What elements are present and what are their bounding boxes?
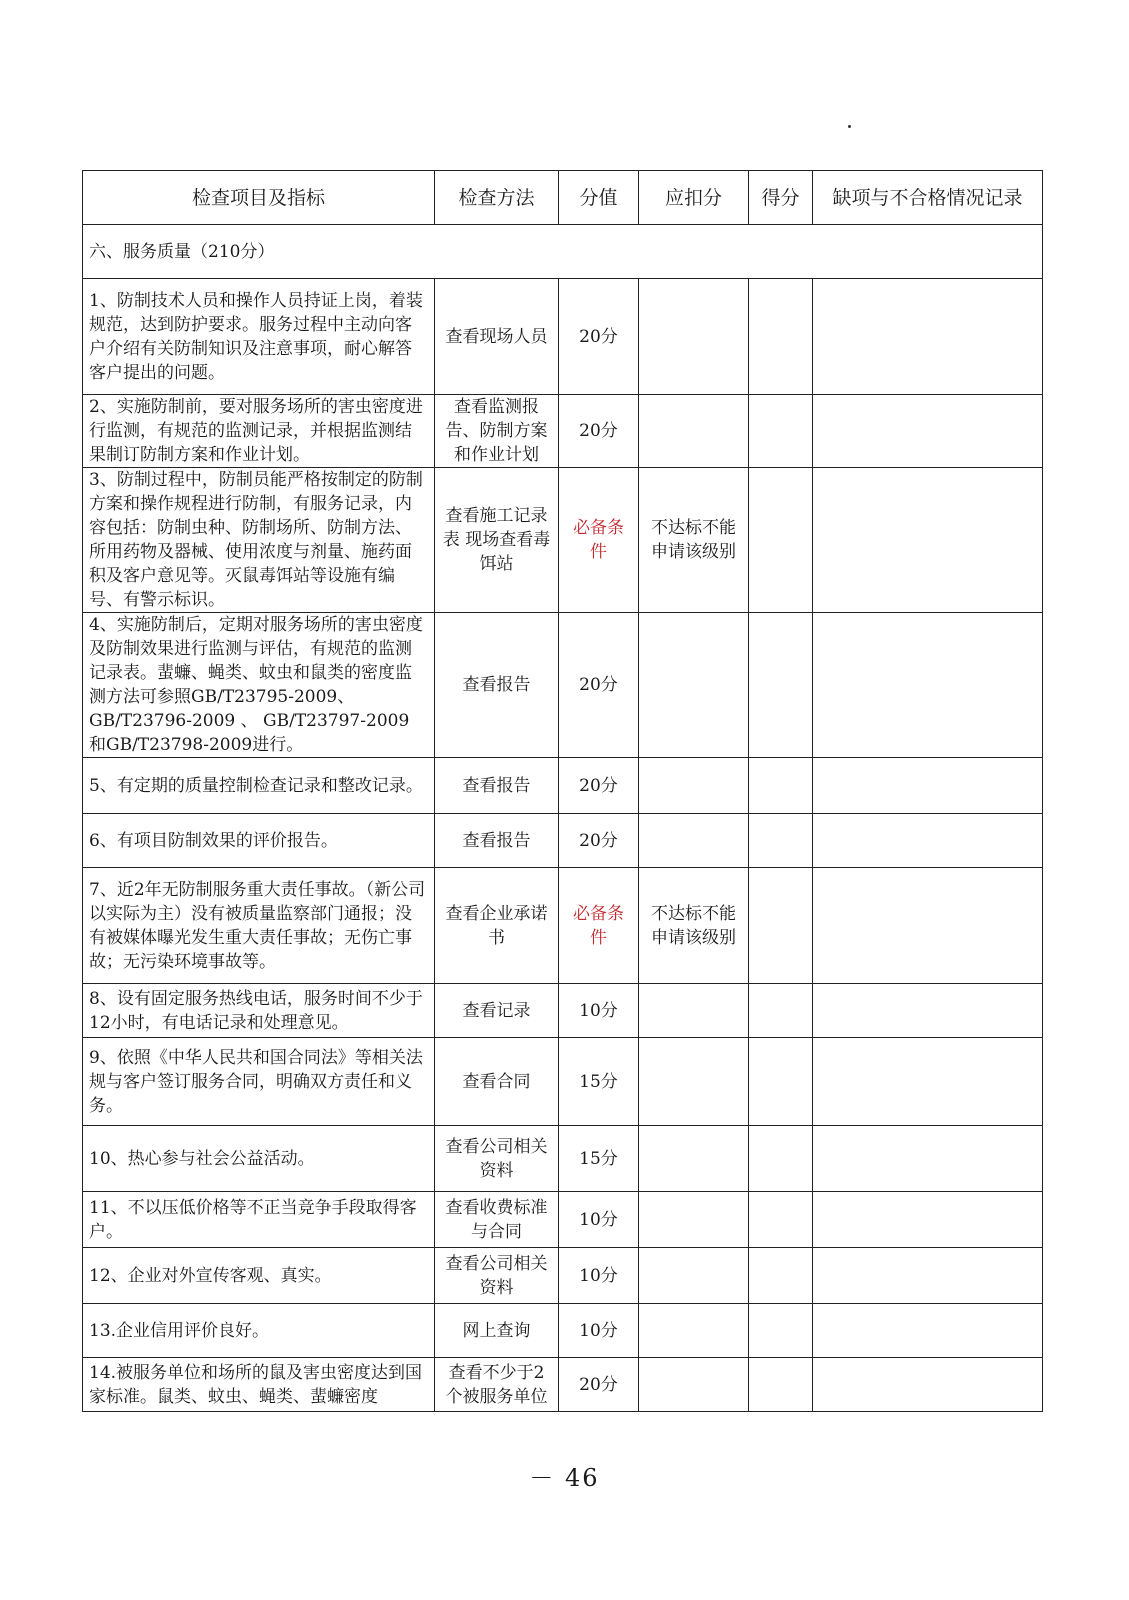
row-method: 查看不少于2个被服务单位 — [435, 1358, 559, 1412]
row-item: 8、设有固定服务热线电话，服务时间不少于12小时，有电话记录和处理意见。 — [83, 984, 435, 1038]
row-method: 查看施工记录表 现场查看毒饵站 — [435, 468, 559, 613]
row-remark — [813, 758, 1043, 814]
header-item: 检查项目及指标 — [83, 171, 435, 225]
section-row — [83, 225, 1043, 279]
header-get: 得分 — [749, 171, 813, 225]
row-score: 10分 — [559, 1192, 639, 1248]
row-method: 查看报告 — [435, 758, 559, 814]
table-row — [83, 613, 1043, 758]
row-item: 2、实施防制前，要对服务场所的害虫密度进行监测，有规范的监测记录，并根据监测结果制订防制方案和作业计划。 — [83, 395, 435, 468]
row-remark — [813, 613, 1043, 758]
table-row — [83, 814, 1043, 868]
row-deduct — [639, 1038, 749, 1126]
row-remark — [813, 1358, 1043, 1412]
row-item: 12、企业对外宣传客观、真实。 — [83, 1248, 435, 1304]
row-score: 10分 — [559, 1304, 639, 1358]
row-item: 9、依照《中华人民共和国合同法》等相关法规与客户签订服务合同，明确双方责任和义务。 — [83, 1038, 435, 1126]
row-score: 必备条件 — [559, 468, 639, 613]
row-deduct — [639, 1126, 749, 1192]
row-method: 查看公司相关资料 — [435, 1248, 559, 1304]
table-row — [83, 1248, 1043, 1304]
row-get — [749, 868, 813, 984]
row-deduct — [639, 1248, 749, 1304]
row-method: 查看报告 — [435, 814, 559, 868]
row-method: 查看公司相关资料 — [435, 1126, 559, 1192]
row-deduct — [639, 758, 749, 814]
header-method: 检查方法 — [435, 171, 559, 225]
row-get — [749, 1358, 813, 1412]
row-score: 15分 — [559, 1126, 639, 1192]
row-remark — [813, 1192, 1043, 1248]
row-method: 查看合同 — [435, 1038, 559, 1126]
row-remark — [813, 1126, 1043, 1192]
header-score: 分值 — [559, 171, 639, 225]
row-get — [749, 1248, 813, 1304]
row-get — [749, 758, 813, 814]
row-remark — [813, 814, 1043, 868]
row-item: 7、近2年无防制服务重大责任事故。（新公司以实际为主）没有被质量监察部门通报；没有被媒体曝光发生重大责任事故；无伤亡事故；无污染环境事故等。 — [83, 868, 435, 984]
row-method: 网上查询 — [435, 1304, 559, 1358]
table-row — [83, 868, 1043, 984]
row-item: 4、实施防制后，定期对服务场所的害虫密度及防制效果进行监测与评估，有规范的监测记录表。蜚蠊、蝇类、蚊虫和鼠类的密度监测方法可参照GB/T23795-2009、GB/T23796-2009 、 GB/T23797-2009 和GB/T23798-2009进行。 — [83, 613, 435, 758]
row-get — [749, 984, 813, 1038]
row-item: 3、防制过程中，防制员能严格按制定的防制方案和操作规程进行防制，有服务记录，内容包括：防制虫种、防制场所、防制方法、所用药物及器械、使用浓度与剂量、施药面积及客户意见等。灭鼠毒饵站等设施有编号、有警示标识。 — [83, 468, 435, 613]
row-deduct — [639, 395, 749, 468]
row-get — [749, 468, 813, 613]
row-get — [749, 1304, 813, 1358]
row-score: 必备条件 — [559, 868, 639, 984]
row-get — [749, 1126, 813, 1192]
row-item: 6、有项目防制效果的评价报告。 — [83, 814, 435, 868]
table-row — [83, 1192, 1043, 1248]
row-score: 15分 — [559, 1038, 639, 1126]
row-deduct — [639, 814, 749, 868]
table-row — [83, 1038, 1043, 1126]
row-get — [749, 613, 813, 758]
table-row — [83, 279, 1043, 395]
section-title: 六、服务质量（210分） — [83, 225, 1043, 279]
row-method: 查看企业承诺书 — [435, 868, 559, 984]
row-method: 查看监测报告、防制方案和作业计划 — [435, 395, 559, 468]
row-deduct — [639, 613, 749, 758]
row-item: 10、热心参与社会公益活动。 — [83, 1126, 435, 1192]
page-number: － 46 — [529, 1464, 600, 1492]
table-row — [83, 395, 1043, 468]
row-remark — [813, 984, 1043, 1038]
row-score: 20分 — [559, 395, 639, 468]
header-remark: 缺项与不合格情况记录 — [813, 171, 1043, 225]
row-remark — [813, 279, 1043, 395]
row-deduct — [639, 1304, 749, 1358]
row-method: 查看现场人员 — [435, 279, 559, 395]
inspection-table — [82, 170, 1043, 1412]
row-score: 20分 — [559, 613, 639, 758]
row-get — [749, 395, 813, 468]
row-get — [749, 1038, 813, 1126]
row-remark — [813, 468, 1043, 613]
row-method: 查看记录 — [435, 984, 559, 1038]
table-row — [83, 984, 1043, 1038]
table-row — [83, 1304, 1043, 1358]
row-score: 20分 — [559, 758, 639, 814]
row-deduct — [639, 1192, 749, 1248]
row-score: 10分 — [559, 984, 639, 1038]
row-deduct: 不达标不能申请该级别 — [639, 468, 749, 613]
row-remark — [813, 1304, 1043, 1358]
header-deduct: 应扣分 — [639, 171, 749, 225]
row-remark — [813, 868, 1043, 984]
row-item: 1、防制技术人员和操作人员持证上岗，着装规范，达到防护要求。服务过程中主动向客户介绍有关防制知识及注意事项，耐心解答客户提出的问题。 — [83, 279, 435, 395]
speck-mark — [848, 125, 851, 128]
row-deduct — [639, 279, 749, 395]
row-item: 13.企业信用评价良好。 — [83, 1304, 435, 1358]
row-remark — [813, 1038, 1043, 1126]
row-method: 查看收费标准与合同 — [435, 1192, 559, 1248]
row-method: 查看报告 — [435, 613, 559, 758]
table-row — [83, 468, 1043, 613]
row-score: 20分 — [559, 1358, 639, 1412]
row-score: 20分 — [559, 814, 639, 868]
row-score: 10分 — [559, 1248, 639, 1304]
row-get — [749, 814, 813, 868]
row-deduct — [639, 1358, 749, 1412]
row-remark — [813, 395, 1043, 468]
row-deduct: 不达标不能申请该级别 — [639, 868, 749, 984]
table-row — [83, 758, 1043, 814]
row-item: 5、有定期的质量控制检查记录和整改记录。 — [83, 758, 435, 814]
row-get — [749, 279, 813, 395]
row-item: 11、不以压低价格等不正当竞争手段取得客户。 — [83, 1192, 435, 1248]
row-deduct — [639, 984, 749, 1038]
row-item: 14.被服务单位和场所的鼠及害虫密度达到国家标准。鼠类、蚊虫、蝇类、蜚蠊密度 — [83, 1358, 435, 1412]
table-row — [83, 1126, 1043, 1192]
row-score: 20分 — [559, 279, 639, 395]
row-remark — [813, 1248, 1043, 1304]
header-row — [83, 171, 1043, 225]
row-get — [749, 1192, 813, 1248]
table-row — [83, 1358, 1043, 1412]
